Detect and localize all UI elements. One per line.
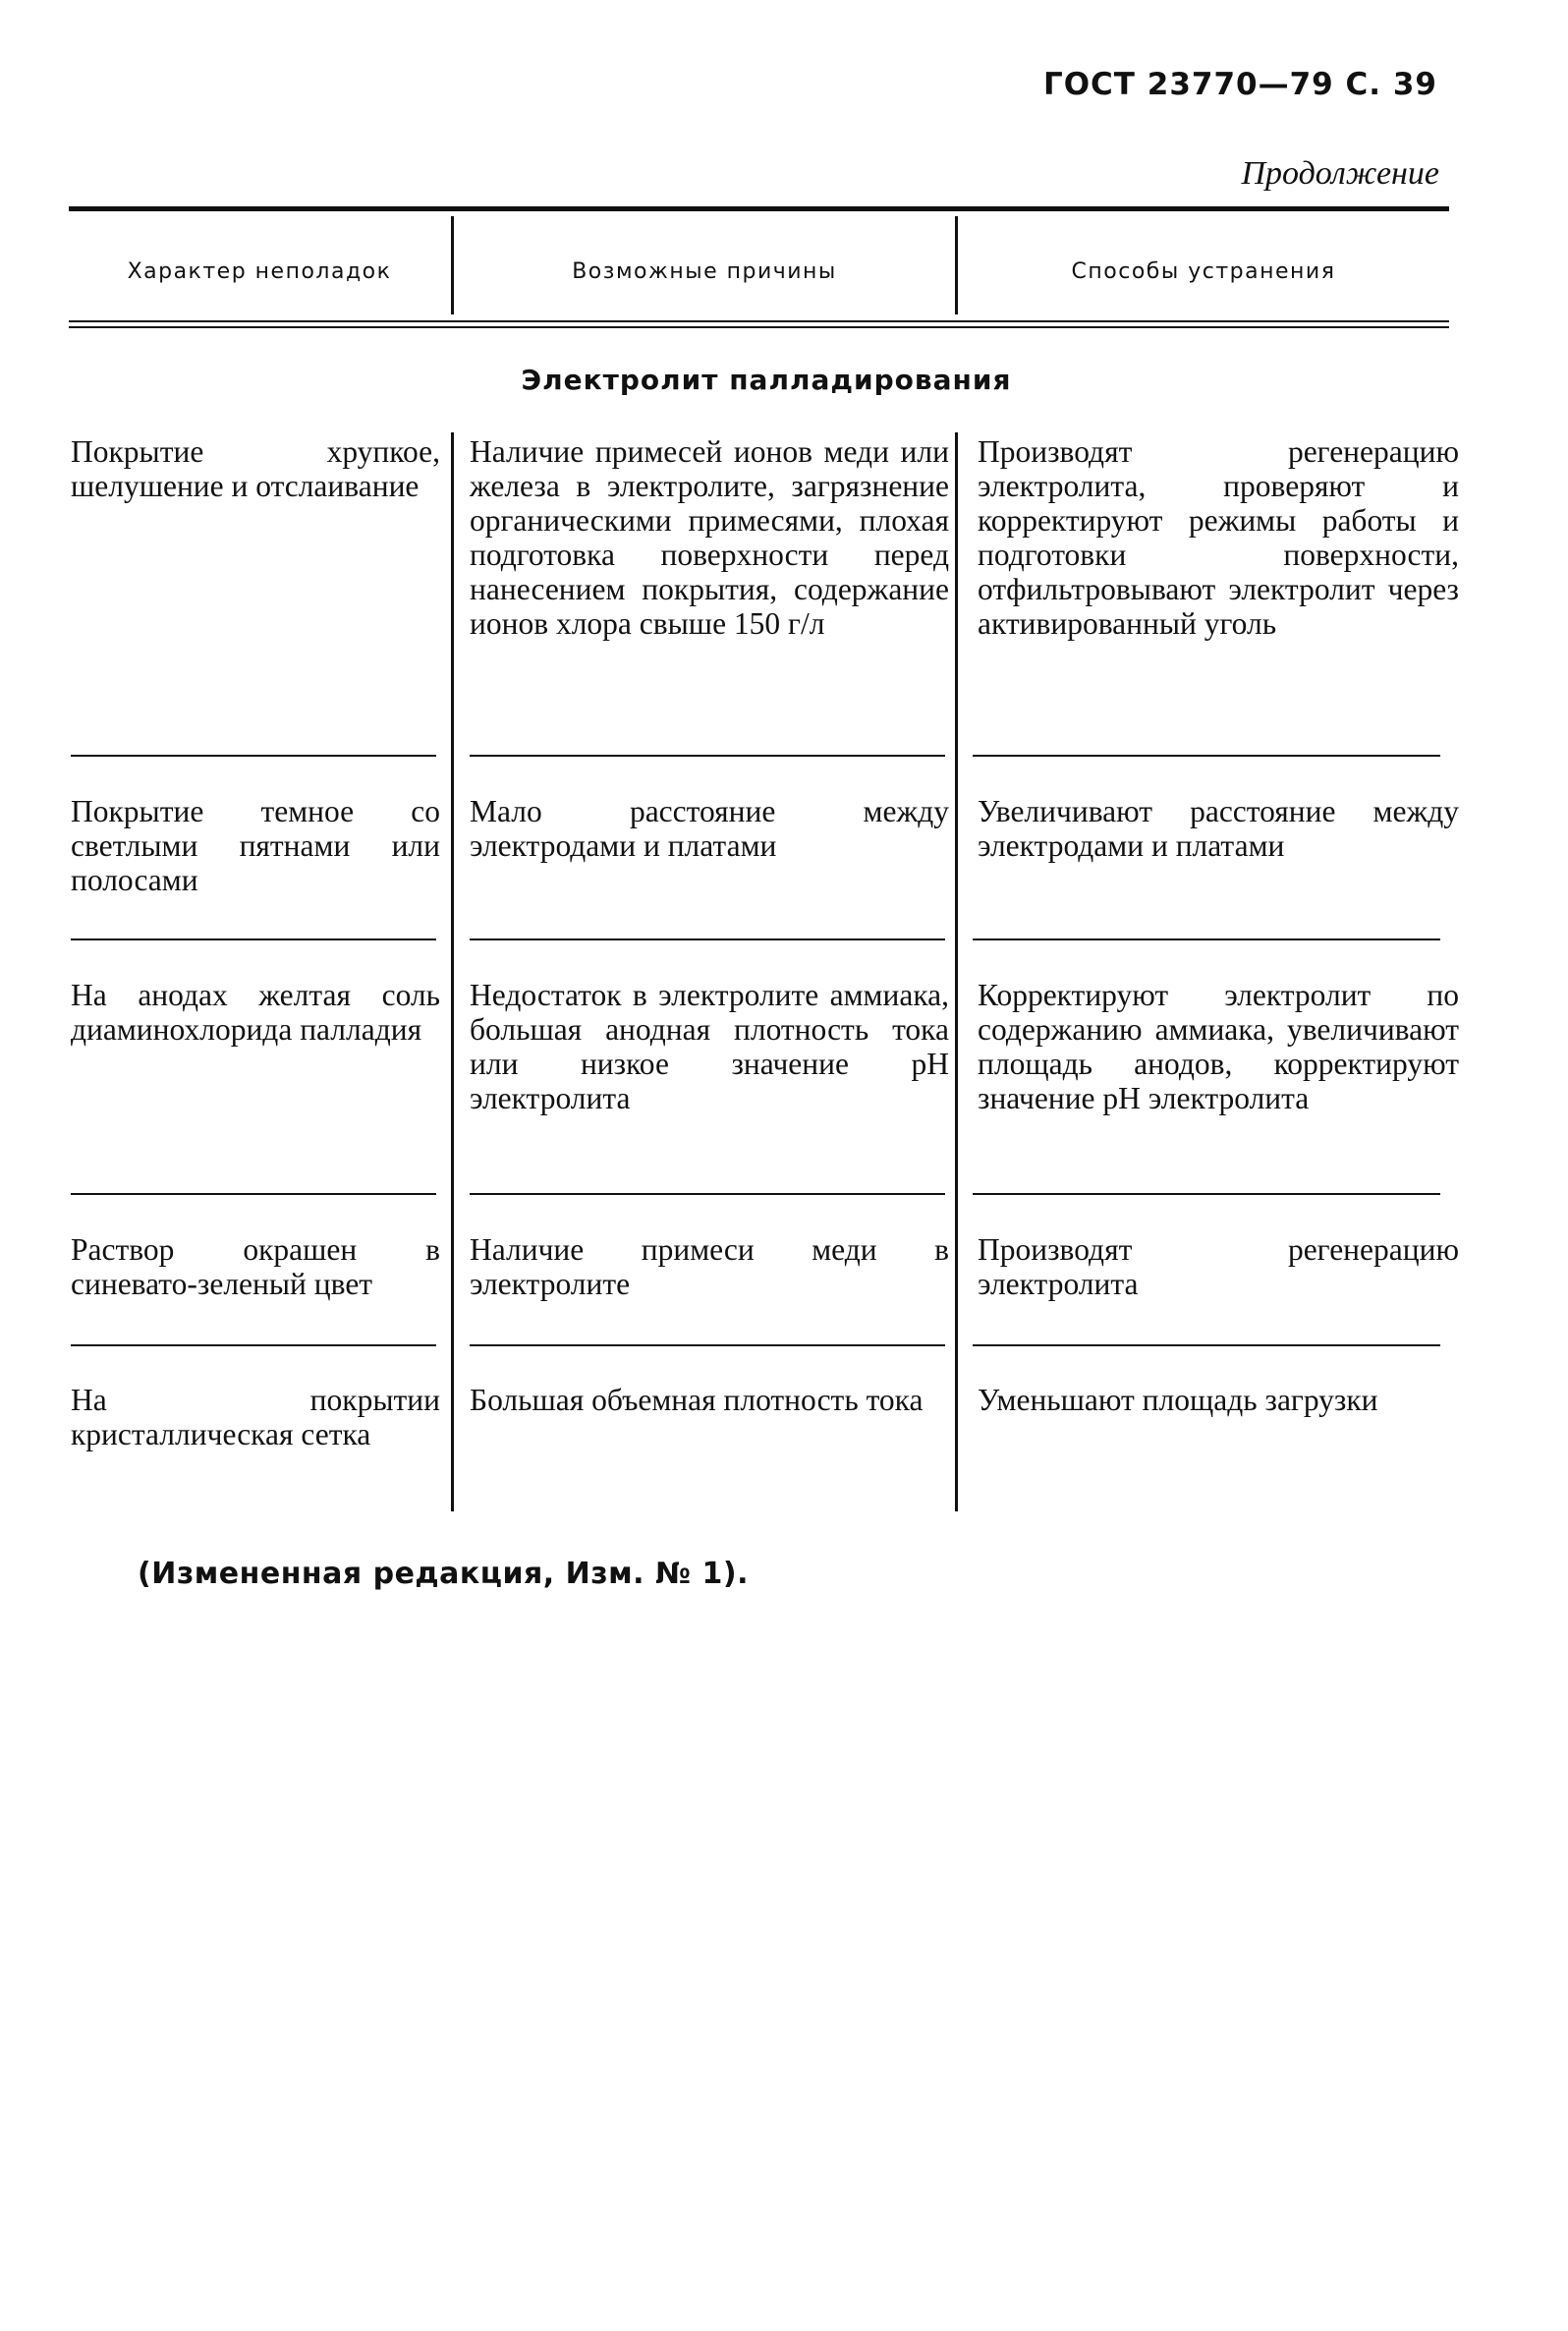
header-rule-1 xyxy=(69,320,1449,322)
row-separator-4c xyxy=(973,1344,1440,1346)
row-1-cause: Наличие примесей ионов меди или железа в электролите, загрязнение органическими примесями, плохая подготовка поверхности перед нанесением покрытия, содержание ионов хлора свыше 150 г/л xyxy=(470,434,949,641)
continuation-label: Продолжение xyxy=(1241,155,1439,192)
column-header-remedy: Способы устранения xyxy=(1071,259,1336,284)
row-separator-1a xyxy=(71,755,436,757)
page-header-standard: ГОСТ 23770—79 С. 39 xyxy=(1042,67,1437,102)
row-separator-3c xyxy=(973,1193,1440,1195)
amendment-note: (Измененная редакция, Изм. № 1). xyxy=(138,1557,750,1591)
row-4-cause: Наличие примеси меди в электролите xyxy=(470,1232,949,1301)
row-3-cause: Недостаток в электролите аммиака, большая анодная плотность тока или низкое значение pH электролита xyxy=(470,978,949,1115)
row-2-cause: Мало расстояние между электродами и платами xyxy=(470,794,949,863)
row-3-remedy: Корректируют электролит по содержанию аммиака, увеличивают площадь анодов, корректируют значение pH электролита xyxy=(978,978,1459,1115)
row-separator-2c xyxy=(973,938,1440,940)
row-3-defect: На анодах желтая соль диаминохлорида палладия xyxy=(71,978,440,1047)
row-4-defect: Раствор окрашен в синевато-зеленый цвет xyxy=(71,1232,440,1301)
body-divider-2 xyxy=(955,432,958,1511)
row-5-cause: Большая объемная плотность тока xyxy=(470,1383,924,1417)
row-1-defect: Покрытие хрупкое, шелушение и отслаивание xyxy=(71,434,440,503)
row-5-remedy: Уменьшают площадь загрузки xyxy=(978,1383,1378,1417)
row-1-remedy: Производят регенерацию электролита, проверяют и корректируют режимы работы и подготовки поверхности, отфильтровывают электролит через активированный уголь xyxy=(978,434,1459,641)
row-separator-4a xyxy=(71,1344,436,1346)
row-5-defect: На покрытии кристаллическая сетка xyxy=(71,1383,440,1451)
column-header-defect: Характер неполадок xyxy=(127,259,392,284)
header-rule-2 xyxy=(69,326,1449,328)
row-separator-1c xyxy=(973,755,1440,757)
row-separator-3a xyxy=(71,1193,436,1195)
row-separator-2a xyxy=(71,938,436,940)
table-top-rule xyxy=(69,206,1449,211)
row-2-defect: Покрытие темное со светлыми пятнами или полосами xyxy=(71,794,440,897)
row-separator-2b xyxy=(470,938,945,940)
row-separator-3b xyxy=(470,1193,945,1195)
column-header-cause: Возможные причины xyxy=(572,259,837,284)
row-separator-1b xyxy=(470,755,945,757)
row-2-remedy: Увеличивают расстояние между электродами и платами xyxy=(978,794,1459,863)
row-separator-4b xyxy=(470,1344,945,1346)
section-title: Электролит палладирования xyxy=(521,364,1012,396)
row-4-remedy: Производят регенерацию электролита xyxy=(978,1232,1459,1301)
body-divider-1 xyxy=(451,432,454,1511)
